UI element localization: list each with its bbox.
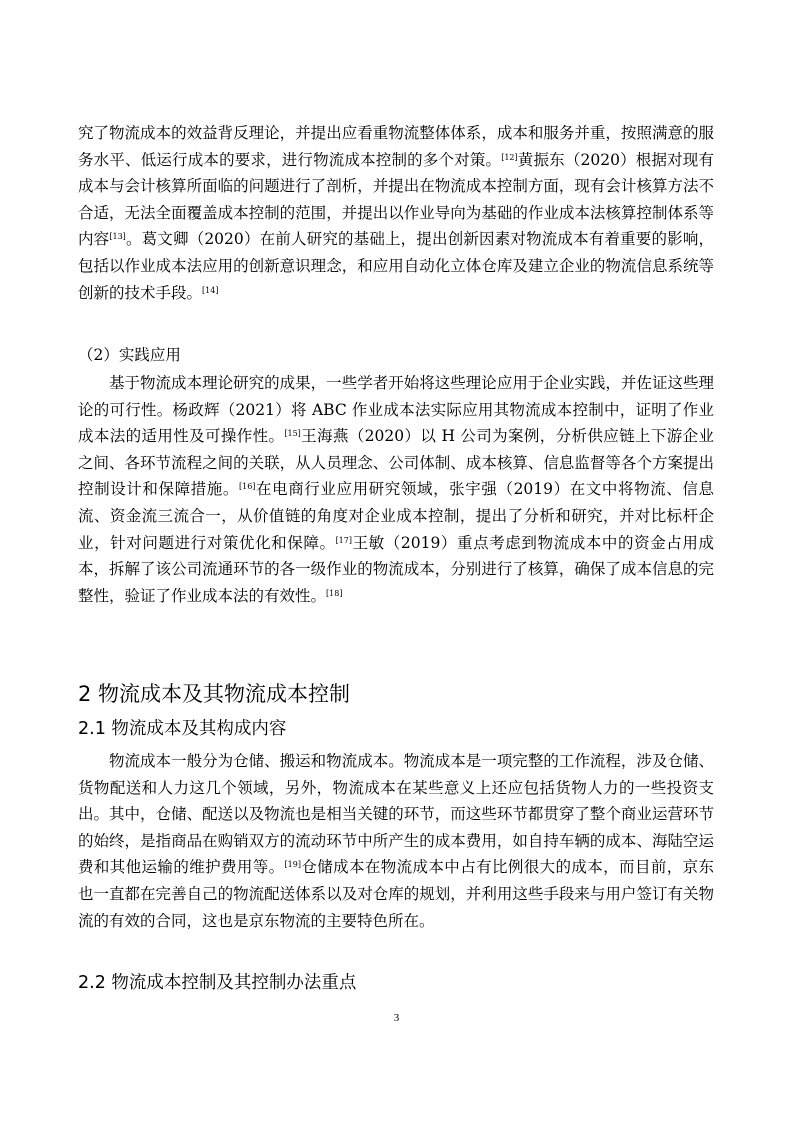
section-heading-2: 2 物流成本及其物流成本控制 — [78, 682, 351, 706]
citation-14: [14] — [202, 285, 219, 295]
citation-13: [13] — [109, 232, 126, 242]
text-run: 黄振东（2020）根据对现有成本与会计核算所面临的问题进行了剖析，并提出在物流成本控制方面，现有会计核算方法不合适，无法全面覆盖成本控制的范围，并提出以作业导向为基础的作业成本法核算控制体系等内容 — [78, 150, 714, 249]
section-heading-2-1: 2.1 物流成本及其构成内容 — [78, 719, 287, 739]
text-run: 王敏（2019）重点考虑到物流成本中的资金占用成本，拆解了该公司流通环节的各一级作业的物流成本，分别进行了核算，确保了成本信息的完整性，验证了作业成本法的有效性。 — [78, 533, 714, 605]
text-run: 物流成本一般分为仓储、搬运和物流成本。物流成本是一项完整的工作流程，涉及仓储、货物配送和人力这几个领域，另外，物流成本在某些意义上还应包括货物人力的一些投资支出。其中，仓储、配送以及物流也是相当关键的环节，而这些环节都贯穿了整个商业运营环节的始终，是指商品在购销双方的流动环节中所产生的成本费用，如自持车辆的成本、海陆空运费和其他运输的维护费用等。 — [78, 752, 714, 877]
text-run: 究了物流成本的效益背反理论，并提出应看重物流整体体系，成本和服务并重，按照满意的服务水平、低运行成本的要求，进行物流成本控制的多个对策。 — [78, 124, 714, 169]
section-heading-2-2: 2.2 物流成本控制及其控制办法重点 — [78, 973, 357, 993]
paragraph-practice — [78, 370, 714, 609]
text-run: 基于物流成本理论研究的成果，一些学者开始将这些理论应用于企业实践，并佐证这些理论的可行性。杨政辉（2021）将 ABC 作业成本法实际应用其物流成本控制中，证明了作业成本法的适用性及可操作性。 — [78, 374, 714, 446]
text-run: 王海燕（2020）以 H 公司为案例，分析供应链上下游企业之间、各环节流程之间的关联，从人员理念、公司体制、成本核算、信息监督等各个方案提出控制设计和保障措施。 — [78, 427, 714, 499]
practice-application-label: （2）实践应用 — [78, 346, 181, 364]
citation-18: [18] — [326, 588, 343, 598]
text-run: 在电商行业应用研究领域，张宇强（2019）在文中将物流、信息流、资金流三流合一，从价值链的角度对企业成本控制，提出了分析和研究，并对比标杆企业，针对问题进行对策优化和保障。 — [78, 480, 714, 552]
citation-17: [17] — [335, 535, 352, 545]
citation-16: [16] — [238, 482, 256, 492]
citation-15: [15] — [284, 429, 301, 439]
page-number: 3 — [393, 1012, 400, 1024]
paragraph-theory-continued — [78, 120, 714, 306]
text-run: 仓储成本在物流成本中占有比例很大的成本，而目前，京东也一直都在完善自己的物流配送体系以及对仓库的规划，并利用这些手段来与用户签订有关物流的有效的合同，这也是京东物流的主要特色所在。 — [78, 858, 714, 930]
paragraph-logistics-cost — [78, 748, 714, 934]
citation-12: [12] — [501, 152, 518, 162]
text-run: 。葛文卿（2020）在前人研究的基础上，提出创新因素对物流成本有着重要的影响，包括以作业成本法应用的创新意识理念，和应用自动化立体仓库及建立企业的物流信息系统等创新的技术手段。 — [78, 230, 714, 302]
citation-19: [19] — [284, 860, 301, 870]
